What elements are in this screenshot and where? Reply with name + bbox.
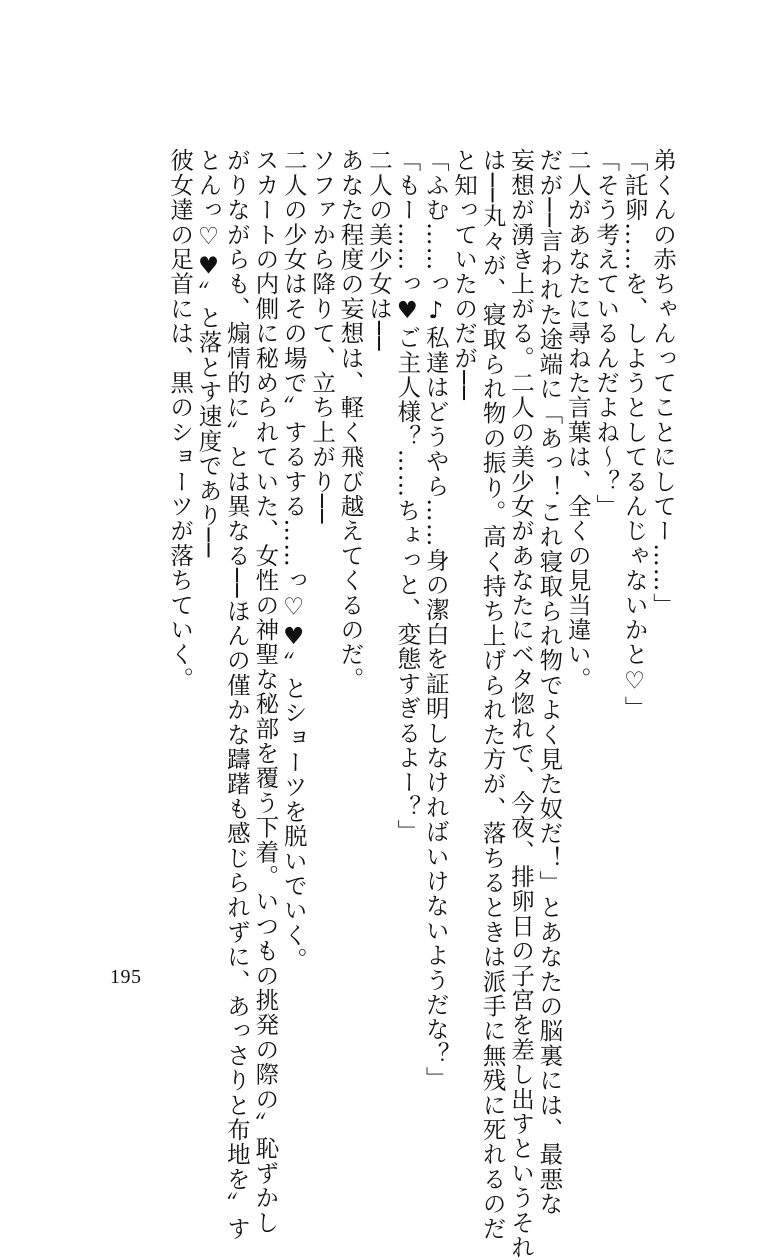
text-line: と知っていたのだが──: [450, 148, 479, 401]
text-line: 妄想が湧き上がる。二人の美少女があなたにベタ惚れで、今夜、排卵日の子宮を差し出すというそれ: [506, 148, 535, 1260]
text-line: 「そう考えているんだよね～？」: [592, 148, 621, 519]
text-line: は──丸々が、寝取られ物の振り。高く持ち上げられた方が、落ちるときは派手に無残に死れるのだ: [478, 148, 507, 1241]
text-line: 二人があなたに尋ねた言葉は、全くの見当違い。: [563, 148, 592, 692]
text-line: スカートの内側に秘められていた、女性の神聖な秘部を覆う下着。いつもの挑発の際の〟恥ずかし: [251, 148, 280, 1235]
text-line: 彼女達の足首には、黒のショーツが落ちていく。: [166, 148, 195, 692]
text-line: 「ふむ……っ♪私達はどうやら……身の潔白を証明しなければいけないようだな？」: [421, 148, 450, 1092]
text-line: 二人の少女はその場で〟するする……っ♡♥〟とショーツを脱いでいく。: [279, 148, 308, 973]
text-line: ソファから降りて、立ち上がり──: [308, 148, 337, 525]
text-line: あなた程度の妄想は、軽く飛び越えてくるのだ。: [336, 148, 365, 692]
text-line: がりながらも、煽情的に〟とは異なる──ほんの僅かな躊躇も感じられずに、あっさりと布地を〟す: [222, 148, 251, 1241]
text-line: とんっ♡♥〟と落とす速度であり──: [194, 148, 223, 559]
text-line: 二人の美少女は──: [364, 148, 393, 352]
text-line: 「託卵……を、しようとしてるんじゃないかと♡」: [620, 148, 649, 721]
text-line: だが──言われた途端に「あっ！これ寝取られ物でよく見た奴だ！」とあなたの脳裏には、最悪な: [535, 148, 564, 1217]
page-number: 195: [110, 966, 142, 988]
text-line: 弟くんの赤ちゃんってことにしてー……」: [649, 148, 677, 618]
vertical-text-body: [166, 148, 677, 1260]
text-line: 「もー……っ♥ご主人様？……ちょっと、変態すぎるよー？」: [393, 148, 422, 845]
